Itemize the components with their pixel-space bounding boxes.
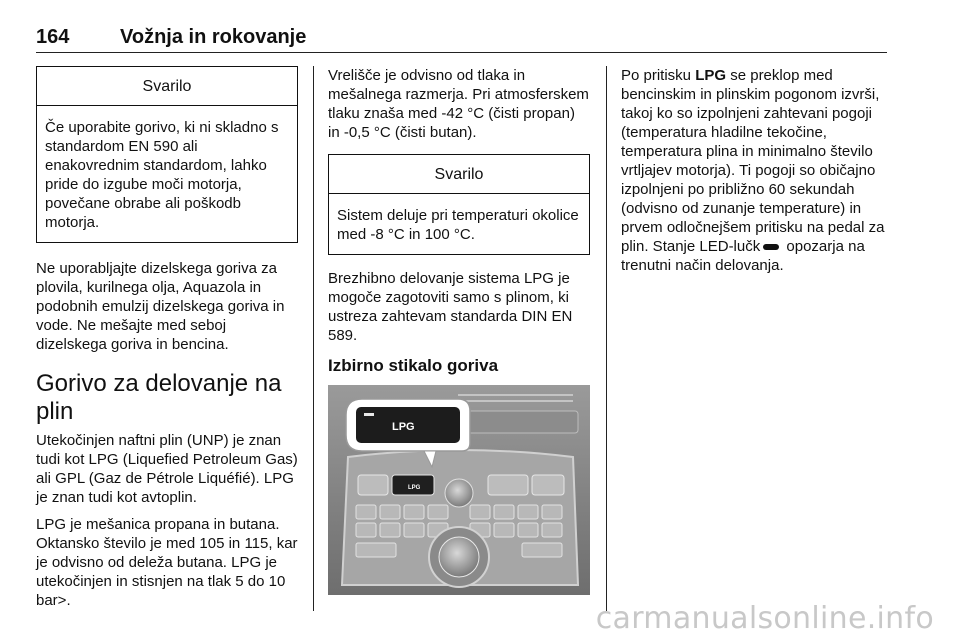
paragraph: Utekočinjen naftni plin (UNP) je znan tudi kot LPG (Liquefied Petroleum Gas) ali GPL (Gaz de Pétrole Liquéfié). LPG je znan tudi kot avtoplin. <box>36 432 298 506</box>
column-divider <box>606 66 607 611</box>
warning-text: Sistem deluje pri temperaturi okolice med -8 °C in 100 °C. <box>337 207 579 243</box>
lpg-button-large-label: LPG <box>392 421 415 433</box>
led-indicator-icon <box>763 244 779 250</box>
lpg-switch-figure <box>328 385 590 595</box>
warning-text: Če uporabite gorivo, ki ni skladno s standardom EN 590 ali enakovrednim standardom, lahko pride do izgube moči motorja, povečane obrabe ali poškodb motorja. <box>45 119 279 231</box>
column-2 <box>328 66 590 595</box>
page-header <box>36 24 887 53</box>
warning-title: Svarilo <box>37 67 297 106</box>
column-1 <box>36 66 298 610</box>
warning-box <box>36 66 298 243</box>
warning-box <box>328 154 590 255</box>
watermark: carmanualsonline.info <box>595 601 934 636</box>
column-divider <box>313 66 314 611</box>
subsection-heading: Izbirno stikalo goriva <box>328 356 499 375</box>
warning-title: Svarilo <box>329 155 589 194</box>
page-number: 164 <box>36 26 70 48</box>
paragraph: Brezhibno delovanje sistema LPG je mogoče zagotoviti samo s plinom, ki ustreza zahtevam standarda DIN EN 589. <box>328 270 573 344</box>
column-3 <box>621 66 887 275</box>
paragraph: LPG je mešanica propana in butana. Oktansko število je med 105 in 115, kar je odvisno od deleža butana. LPG je utekočinjen in stisnjen na tlak 5 do 10 bar>. <box>36 516 298 609</box>
paragraph: Ne uporabljajte dizelskega goriva za plovila, kurilnega olja, Aquazola in podobnih emulzij dizelskega goriva in vode. Ne mešajte med seboj dizelskega goriva in bencina. <box>36 260 285 353</box>
section-heading: Gorivo za delovanje na plin <box>36 370 282 425</box>
text-run: Po pritisku <box>621 67 696 84</box>
lpg-button-small-label: LPG <box>408 485 421 491</box>
paragraph <box>621 66 887 275</box>
paragraph: Vrelišče je odvisno od tlaka in mešalnega razmerja. Pri atmosferskem tlaku znaša med -42 °C (čisti propan) in -0,5 °C (čisti butan). <box>328 67 589 141</box>
text-run: se preklop med bencinskim in plinskim pogonom izvrši, takoj ko so izpolnjeni zahtevani pogoji (temperatura hladilne tekočine, temperatura plina in minimalno število vrtljajev motorja). Ti pogoji so običajno izpolnjeni po približno 60 sekundah (odvisno od zunanje temperature) in prvem odločnejšem pritisku na pedal za plin. Stanje LED-lučk <box>621 67 885 255</box>
lpg-keyword: LPG <box>695 67 727 84</box>
chapter-title: Vožnja in rokovanje <box>120 26 307 48</box>
text-run: opozarja na trenutni način delovanja. <box>621 238 865 274</box>
